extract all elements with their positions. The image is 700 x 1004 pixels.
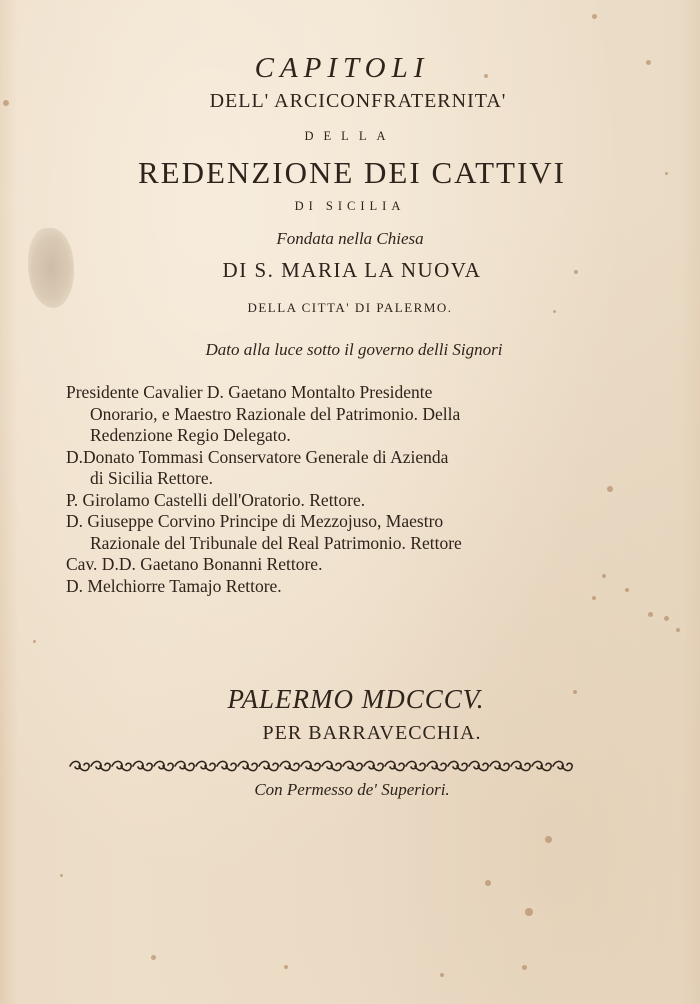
- ornament-scroll: [553, 761, 572, 770]
- foxing-spot: [485, 880, 491, 886]
- title-fondata: Fondata nella Chiesa: [276, 229, 424, 248]
- officer-entry: [66, 490, 586, 512]
- ornament-scroll: [406, 761, 425, 770]
- foxing-spot: [602, 574, 606, 578]
- ornament-scroll: [448, 761, 467, 770]
- ornament-scroll: [91, 761, 110, 770]
- officer-entry: [66, 576, 586, 598]
- foxing-spot: [545, 836, 552, 843]
- ornament-scroll: [280, 761, 299, 770]
- ornament-scroll: [343, 761, 362, 770]
- ornament-scroll: [427, 761, 446, 770]
- ornament-scroll: [532, 761, 551, 770]
- officer-text: D.Donato Tommasi Conservatore Generale di Azienda di Sicilia Rettore.: [66, 446, 449, 488]
- imprint-city-year: PALERMO MDCCCV.: [227, 684, 485, 714]
- ornament-scroll: [238, 761, 257, 770]
- title-arciconfraternita: DELL' ARCICONFRATERNITA': [209, 90, 507, 112]
- foxing-spot: [440, 973, 444, 977]
- title-dato-alla-luce: Dato alla luce sotto il governo delli Signori: [205, 340, 503, 359]
- officer-entry: [66, 447, 586, 490]
- officers-list: [66, 382, 586, 597]
- ornament-scroll: [133, 761, 152, 770]
- ornament-scroll: [469, 761, 488, 770]
- ornament-scroll: [301, 761, 320, 770]
- foxing-spot: [625, 588, 629, 592]
- foxing-spot: [664, 616, 669, 621]
- ornament-scroll: [259, 761, 278, 770]
- ornament-scroll: [511, 761, 530, 770]
- ornament-scroll: [70, 761, 89, 770]
- foxing-spot: [284, 965, 288, 969]
- ornament-scroll: [490, 761, 509, 770]
- foxing-spot: [33, 640, 36, 643]
- title-redenzione: REDENZIONE DEI CATTIVI: [138, 155, 566, 190]
- officer-text: Presidente Cavalier D. Gaetano Montalto Presidente Onorario, e Maestro Razionale del Patrimonio. Della Redenzione Regio Delegato.: [66, 382, 461, 445]
- officer-entry: [66, 382, 586, 447]
- ornament-scroll: [364, 761, 383, 770]
- title-della: DELLA: [304, 129, 396, 143]
- officer-entry: [66, 511, 586, 554]
- officer-text: D. Giuseppe Corvino Principe di Mezzojuso, Maestro Razionale del Tribunale del Real Patrimonio. Rettore: [66, 511, 462, 553]
- title-citta: DELLA CITTA' DI PALERMO.: [247, 300, 453, 315]
- foxing-spot: [648, 612, 653, 617]
- foxing-spot: [676, 628, 680, 632]
- foxing-spot: [525, 908, 533, 916]
- ornament-scroll: [154, 761, 173, 770]
- ornament-scroll: [322, 761, 341, 770]
- title-capitoli: CAPITOLI: [254, 52, 430, 84]
- ornamental-rule: [66, 757, 576, 775]
- ornament-scroll: [385, 761, 404, 770]
- title-chiesa: DI S. MARIA LA NUOVA: [222, 258, 482, 282]
- officer-entry: [66, 554, 586, 576]
- foxing-spot: [522, 965, 527, 970]
- foxing-spot: [60, 874, 63, 877]
- foxing-spot: [592, 596, 596, 600]
- ornament-scroll: [175, 761, 194, 770]
- ornament-scroll: [112, 761, 131, 770]
- officer-text: P. Girolamo Castelli dell'Oratorio. Rettore.: [66, 489, 366, 510]
- officer-text: D. Melchiorre Tamajo Rettore.: [66, 575, 282, 596]
- foxing-spot: [607, 486, 613, 492]
- officer-text: Cav. D.D. Gaetano Bonanni Rettore.: [66, 554, 323, 574]
- foxing-spot: [592, 14, 597, 19]
- ornament-scroll: [196, 761, 215, 770]
- imprint-printer: PER BARRAVECCHIA.: [262, 722, 482, 744]
- ornament-scroll: [217, 761, 236, 770]
- foxing-spot: [151, 955, 156, 960]
- title-di-sicilia: DI SICILIA: [294, 199, 406, 213]
- imprint-permesso: Con Permesso de' Superiori.: [254, 780, 450, 799]
